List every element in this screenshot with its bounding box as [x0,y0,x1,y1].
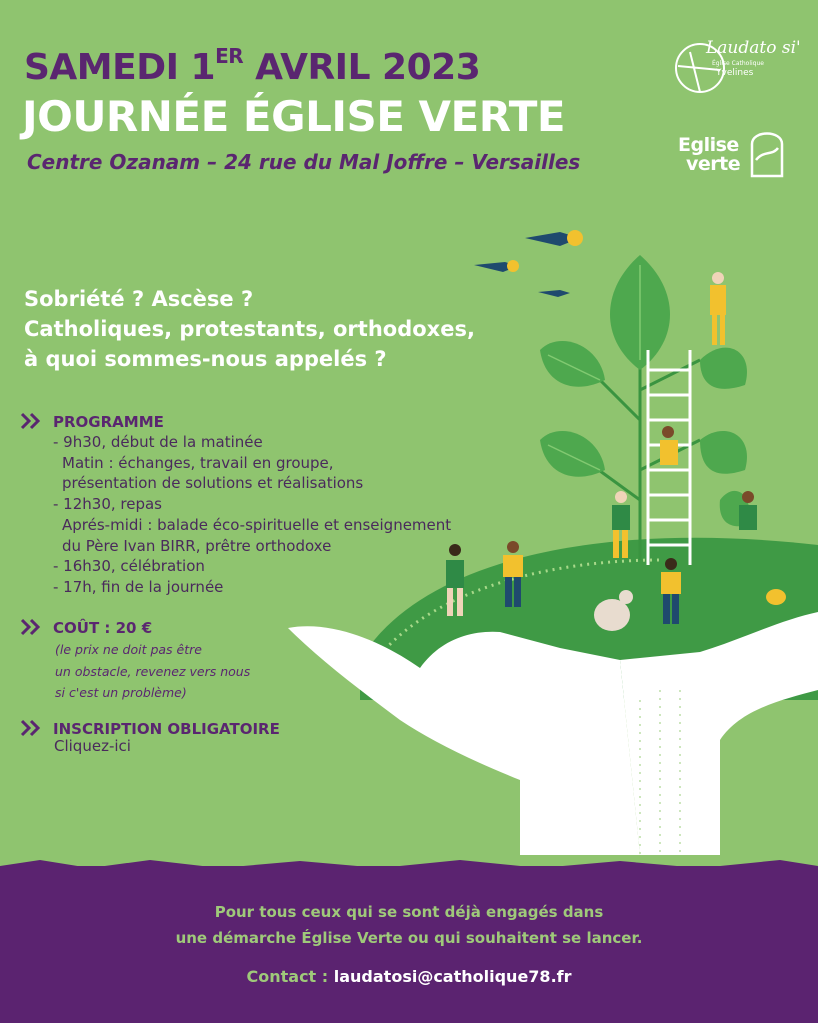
programme-heading: PROGRAMME [53,413,164,431]
register-link[interactable]: Cliquez-ici [54,737,131,755]
contact-row [0,967,818,986]
programme-item: du Père Ivan BIRR, prêtre orthodoxe [62,536,332,555]
laudato-logo-sub1: Église Catholique [712,60,764,67]
cost-note-line: un obstacle, revenez vers nous [55,663,251,679]
contact-label: Contact : [246,967,329,986]
inscription-heading: INSCRIPTION OBLIGATOIRE [53,720,280,738]
hands [288,626,640,855]
footer-line: une démarche Église Verte ou qui souhaitent se lancer. [175,929,643,947]
double-chevron-icon [22,414,38,735]
contact-email-link[interactable]: laudatosi@catholique78.fr [333,967,572,986]
programme-item: Matin : échanges, travail en groupe, [62,453,334,472]
event-date: SAMEDI 1ER AVRIL 2023 [24,44,481,88]
programme-item: présentation de solutions et réalisations [62,474,364,493]
event-title: JOURNÉE ÉGLISE VERTE [22,92,566,141]
question-line: Sobriété ? Ascèse ? [24,287,254,311]
bird-icon [474,230,583,297]
laudato-logo-sub2: Yvelines [716,68,754,78]
programme-item: - 17h, fin de la journée [53,577,224,596]
eglise-verte-logo [676,126,796,178]
cost-heading: COÛT : 20 € [53,619,153,637]
laudato-si-logo [664,34,801,106]
event-venue: Centre Ozanam – 24 rue du Mal Joffre – Versailles [27,150,581,174]
footer-line: Pour tous ceux qui se sont déjà engagés dans [214,903,604,921]
laudato-logo-text: Laudato si' [706,38,801,58]
eglise-logo-line2: verte [686,153,741,175]
cost-note-line: (le prix ne doit pas être [55,642,202,657]
programme-item: Aprés-midi : balade éco-spirituelle et enseignement [62,515,452,534]
eglise-logo-line1: Eglise [678,134,739,156]
question-line: à quoi sommes-nous appelés ? [24,347,387,371]
cost-note-line: si c'est un problème) [55,685,187,700]
programme-item: - 16h30, célébration [53,557,205,576]
cost-note [55,639,250,704]
programme-item: - 12h30, repas [53,495,162,514]
programme-list [53,432,451,598]
programme-item: - 9h30, début de la matinée [53,433,263,451]
question-line: Catholiques, protestants, orthodoxes, [24,317,475,341]
theme-question [24,284,475,374]
